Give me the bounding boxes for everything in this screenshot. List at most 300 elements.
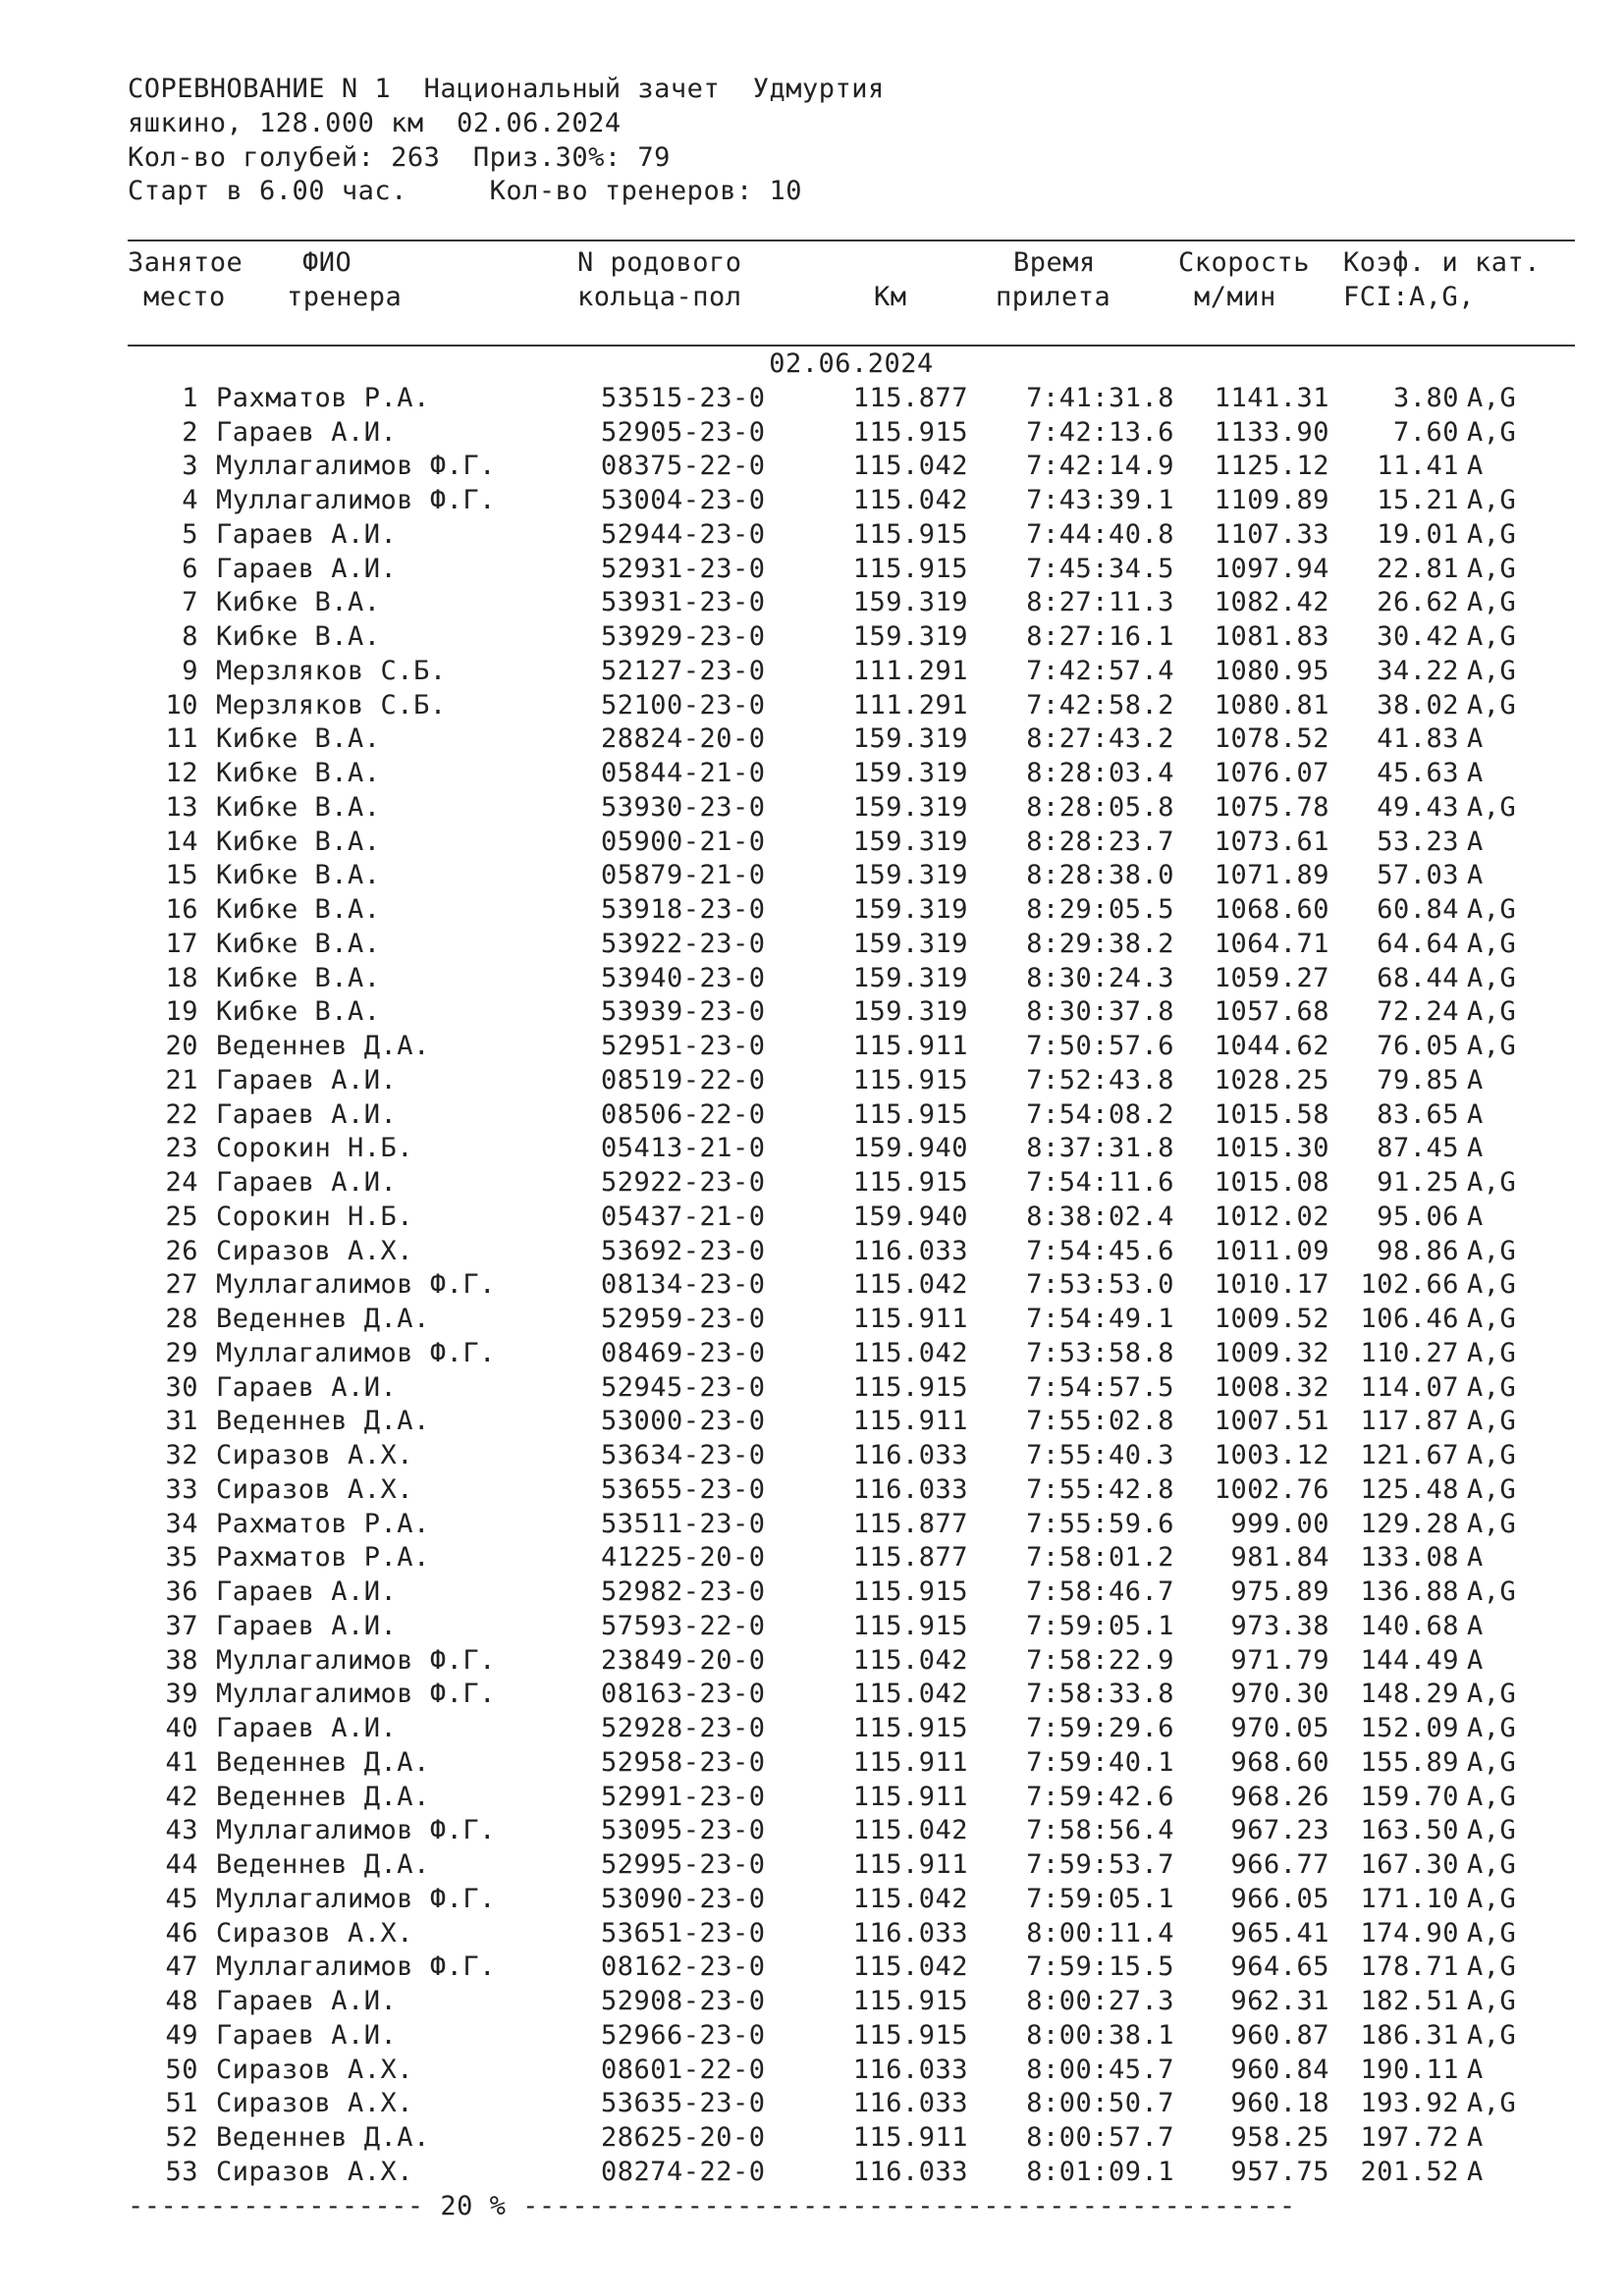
cell-trainer-name: Гараев А.И. (216, 1371, 398, 1403)
cell-arrival-time: 7:59:05.1 (1026, 1610, 1174, 1641)
cell-category: A (1467, 723, 1484, 755)
cell-speed: 1075.78 (1214, 791, 1329, 823)
cell-arrival-time: 8:30:37.8 (1026, 996, 1174, 1028)
cell-distance: 116.033 (852, 2156, 968, 2187)
col-speed-header-1: Скорость (1178, 247, 1311, 278)
cell-category: A (1467, 1201, 1484, 1232)
cell-speed: 1028.25 (1214, 1064, 1329, 1095)
cell-ring-number: 53918-23-0 (601, 894, 766, 925)
cell-arrival-time: 7:50:57.6 (1026, 1031, 1174, 1061)
cell-coefficient: 26.62 (1377, 587, 1459, 618)
cell-coefficient: 49.43 (1377, 791, 1459, 823)
cell-speed: 1009.32 (1214, 1337, 1329, 1368)
prize-threshold-divider: ------------------ 20 % ----------------------------------------------- (128, 2190, 1296, 2221)
cell-arrival-time: 7:42:57.4 (1026, 655, 1174, 686)
cell-ring-number: 08519-22-0 (601, 1064, 766, 1095)
cell-ring-number: 08601-22-0 (601, 2054, 766, 2085)
cell-trainer-name: Муллагалимов Ф.Г. (216, 451, 496, 482)
cell-ring-number: 53004-23-0 (601, 485, 766, 515)
cell-ring-number: 53939-23-0 (601, 996, 766, 1028)
cell-ring-number: 52951-23-0 (601, 1031, 766, 1061)
cell-place: 49 (165, 2019, 198, 2051)
cell-place: 29 (165, 1337, 198, 1368)
cell-trainer-name: Рахматов Р.А. (216, 1508, 430, 1539)
cell-speed: 968.26 (1230, 1781, 1329, 1812)
cell-ring-number: 52982-23-0 (601, 1576, 766, 1607)
cell-coefficient: 148.29 (1360, 1679, 1459, 1710)
cell-place: 18 (165, 962, 198, 993)
cell-ring-number: 53511-23-0 (601, 1508, 766, 1539)
cell-distance: 115.915 (852, 518, 968, 550)
cell-ring-number: 53929-23-0 (601, 621, 766, 652)
cell-ring-number: 23849-20-0 (601, 1644, 766, 1676)
cell-coefficient: 102.66 (1360, 1269, 1459, 1301)
cell-ring-number: 52958-23-0 (601, 1746, 766, 1778)
col-name-header-1: ФИО (302, 247, 352, 278)
cell-trainer-name: Мерзляков С.Б. (216, 689, 447, 721)
cell-trainer-name: Веденнев Д.А. (216, 1031, 430, 1061)
cell-distance: 115.915 (852, 1986, 968, 2016)
cell-ring-number: 57593-22-0 (601, 1610, 766, 1641)
cell-ring-number: 53000-23-0 (601, 1406, 766, 1437)
cell-place: 4 (182, 485, 198, 515)
cell-ring-number: 05413-21-0 (601, 1133, 766, 1164)
header-top-rule (128, 240, 1575, 241)
cell-arrival-time: 8:38:02.4 (1026, 1201, 1174, 1232)
cell-speed: 1082.42 (1214, 587, 1329, 618)
cell-ring-number: 52995-23-0 (601, 1849, 766, 1880)
cell-ring-number: 52991-23-0 (601, 1781, 766, 1812)
cell-coefficient: 152.09 (1360, 1713, 1459, 1743)
cell-place: 42 (165, 1781, 198, 1812)
cell-trainer-name: Рахматов Р.А. (216, 382, 430, 413)
cell-arrival-time: 8:01:09.1 (1026, 2156, 1174, 2187)
cell-category: A (1467, 826, 1484, 857)
cell-coefficient: 182.51 (1360, 1986, 1459, 2016)
competition-title: СОРЕВНОВАНИЕ N 1 Национальный зачет Удмуртия (128, 74, 885, 104)
cell-distance: 159.319 (852, 621, 968, 652)
cell-category: A,G (1467, 1337, 1517, 1368)
cell-place: 45 (165, 1883, 198, 1914)
cell-category: A,G (1467, 1269, 1517, 1301)
cell-category: A (1467, 1644, 1484, 1676)
cell-arrival-time: 7:54:11.6 (1026, 1167, 1174, 1198)
cell-category: A,G (1467, 1917, 1517, 1949)
cell-speed: 999.00 (1230, 1508, 1329, 1539)
cell-arrival-time: 7:54:49.1 (1026, 1304, 1174, 1334)
cell-ring-number: 53940-23-0 (601, 962, 766, 993)
cell-category: A,G (1467, 1473, 1517, 1505)
cell-coefficient: 167.30 (1360, 1849, 1459, 1880)
cell-distance: 159.319 (852, 791, 968, 823)
cell-trainer-name: Кибке В.А. (216, 826, 381, 857)
cell-coefficient: 190.11 (1360, 2054, 1459, 2085)
cell-ring-number: 52944-23-0 (601, 518, 766, 550)
cell-distance: 115.911 (852, 1031, 968, 1061)
cell-arrival-time: 7:45:34.5 (1026, 553, 1174, 584)
cell-place: 13 (165, 791, 198, 823)
cell-place: 22 (165, 1098, 198, 1130)
cell-coefficient: 57.03 (1377, 860, 1459, 891)
cell-coefficient: 140.68 (1360, 1610, 1459, 1641)
cell-arrival-time: 7:55:40.3 (1026, 1440, 1174, 1470)
cell-trainer-name: Гараев А.И. (216, 1098, 398, 1130)
cell-ring-number: 53922-23-0 (601, 928, 766, 959)
cell-distance: 159.319 (852, 587, 968, 618)
results-document (128, 73, 1581, 209)
cell-distance: 115.911 (852, 2122, 968, 2153)
cell-ring-number: 08375-22-0 (601, 451, 766, 482)
cell-category: A,G (1467, 416, 1517, 448)
cell-arrival-time: 7:58:22.9 (1026, 1644, 1174, 1676)
cell-place: 14 (165, 826, 198, 857)
cell-ring-number: 52100-23-0 (601, 689, 766, 721)
cell-category: A,G (1467, 382, 1517, 413)
cell-arrival-time: 7:55:42.8 (1026, 1473, 1174, 1505)
cell-coefficient: 34.22 (1377, 655, 1459, 686)
cell-place: 31 (165, 1406, 198, 1437)
cell-speed: 970.05 (1230, 1713, 1329, 1743)
cell-arrival-time: 8:28:23.7 (1026, 826, 1174, 857)
cell-speed: 1044.62 (1214, 1031, 1329, 1061)
cell-place: 27 (165, 1269, 198, 1301)
cell-category: A,G (1467, 1679, 1517, 1710)
cell-category: A (1467, 1542, 1484, 1574)
cell-speed: 1059.27 (1214, 962, 1329, 993)
col-ring-header-2: кольца-пол (577, 281, 742, 312)
cell-category: A (1467, 2122, 1484, 2153)
cell-place: 35 (165, 1542, 198, 1574)
cell-arrival-time: 7:59:29.6 (1026, 1713, 1174, 1743)
cell-speed: 1015.58 (1214, 1098, 1329, 1130)
cell-place: 3 (182, 451, 198, 482)
cell-ring-number: 52959-23-0 (601, 1304, 766, 1334)
cell-ring-number: 53090-23-0 (601, 1883, 766, 1914)
cell-arrival-time: 7:59:15.5 (1026, 1951, 1174, 1983)
cell-coefficient: 79.85 (1377, 1064, 1459, 1095)
cell-trainer-name: Муллагалимов Ф.Г. (216, 1815, 496, 1846)
cell-coefficient: 133.08 (1360, 1542, 1459, 1574)
cell-category: A,G (1467, 1371, 1517, 1403)
cell-arrival-time: 8:00:57.7 (1026, 2122, 1174, 2153)
cell-speed: 1008.32 (1214, 1371, 1329, 1403)
cell-coefficient: 15.21 (1377, 485, 1459, 515)
cell-category: A,G (1467, 1235, 1517, 1266)
cell-arrival-time: 8:00:45.7 (1026, 2054, 1174, 2085)
cell-speed: 1107.33 (1214, 518, 1329, 550)
cell-coefficient: 186.31 (1360, 2019, 1459, 2051)
cell-arrival-time: 8:27:11.3 (1026, 587, 1174, 618)
cell-place: 11 (165, 723, 198, 755)
cell-coefficient: 121.67 (1360, 1440, 1459, 1470)
cell-category: A,G (1467, 1883, 1517, 1914)
cell-trainer-name: Рахматов Р.А. (216, 1542, 430, 1574)
cell-ring-number: 05879-21-0 (601, 860, 766, 891)
cell-arrival-time: 8:00:50.7 (1026, 2088, 1174, 2119)
cell-category: A,G (1467, 1508, 1517, 1539)
cell-arrival-time: 7:53:53.0 (1026, 1269, 1174, 1301)
cell-ring-number: 08162-23-0 (601, 1951, 766, 1983)
cell-coefficient: 197.72 (1360, 2122, 1459, 2153)
cell-trainer-name: Веденнев Д.А. (216, 1304, 430, 1334)
cell-category: A,G (1467, 1713, 1517, 1743)
cell-distance: 115.042 (852, 1883, 968, 1914)
cell-trainer-name: Веденнев Д.А. (216, 1746, 430, 1778)
col-place-header-1: Занятое (128, 247, 244, 278)
cell-coefficient: 178.71 (1360, 1951, 1459, 1983)
cell-ring-number: 52945-23-0 (601, 1371, 766, 1403)
cell-speed: 1057.68 (1214, 996, 1329, 1028)
cell-speed: 973.38 (1230, 1610, 1329, 1641)
cell-ring-number: 41225-20-0 (601, 1542, 766, 1574)
cell-coefficient: 30.42 (1377, 621, 1459, 652)
cell-distance: 115.042 (852, 1815, 968, 1846)
cell-ring-number: 53635-23-0 (601, 2088, 766, 2119)
cell-category: A,G (1467, 1781, 1517, 1812)
cell-trainer-name: Гараев А.И. (216, 1610, 398, 1641)
header-bottom-rule (128, 345, 1575, 347)
cell-coefficient: 117.87 (1360, 1406, 1459, 1437)
cell-trainer-name: Кибке В.А. (216, 962, 381, 993)
cell-place: 7 (182, 587, 198, 618)
cell-distance: 115.042 (852, 1951, 968, 1983)
cell-distance: 115.042 (852, 451, 968, 482)
cell-arrival-time: 7:55:02.8 (1026, 1406, 1174, 1437)
cell-distance: 115.877 (852, 1508, 968, 1539)
cell-speed: 966.05 (1230, 1883, 1329, 1914)
cell-arrival-time: 8:28:03.4 (1026, 758, 1174, 788)
cell-distance: 159.319 (852, 723, 968, 755)
cell-category: A,G (1467, 791, 1517, 823)
cell-category: A,G (1467, 655, 1517, 686)
cell-distance: 159.319 (852, 826, 968, 857)
cell-coefficient: 201.52 (1360, 2156, 1459, 2187)
cell-place: 20 (165, 1031, 198, 1061)
cell-trainer-name: Сорокин Н.Б. (216, 1133, 414, 1164)
cell-arrival-time: 8:28:38.0 (1026, 860, 1174, 891)
cell-coefficient: 174.90 (1360, 1917, 1459, 1949)
cell-place: 26 (165, 1235, 198, 1266)
cell-place: 33 (165, 1473, 198, 1505)
cell-ring-number: 53931-23-0 (601, 587, 766, 618)
cell-speed: 966.77 (1230, 1849, 1329, 1880)
cell-arrival-time: 7:55:59.6 (1026, 1508, 1174, 1539)
cell-coefficient: 171.10 (1360, 1883, 1459, 1914)
cell-ring-number: 52908-23-0 (601, 1986, 766, 2016)
cell-distance: 115.915 (852, 1713, 968, 1743)
cell-category: A,G (1467, 1304, 1517, 1334)
cell-distance: 115.915 (852, 1610, 968, 1641)
cell-ring-number: 52922-23-0 (601, 1167, 766, 1198)
cell-distance: 115.915 (852, 1576, 968, 1607)
cell-distance: 115.877 (852, 1542, 968, 1574)
cell-speed: 1078.52 (1214, 723, 1329, 755)
cell-category: A,G (1467, 553, 1517, 584)
cell-trainer-name: Сиразов А.Х. (216, 2054, 414, 2085)
cell-coefficient: 163.50 (1360, 1815, 1459, 1846)
cell-ring-number: 53515-23-0 (601, 382, 766, 413)
cell-arrival-time: 7:59:42.6 (1026, 1781, 1174, 1812)
cell-category: A (1467, 2156, 1484, 2187)
cell-speed: 1080.81 (1214, 689, 1329, 721)
cell-speed: 960.18 (1230, 2088, 1329, 2119)
cell-ring-number: 53930-23-0 (601, 791, 766, 823)
cell-coefficient: 110.27 (1360, 1337, 1459, 1368)
cell-category: A,G (1467, 996, 1517, 1028)
cell-place: 50 (165, 2054, 198, 2085)
cell-distance: 159.319 (852, 928, 968, 959)
cell-ring-number: 53634-23-0 (601, 1440, 766, 1470)
cell-category: A,G (1467, 894, 1517, 925)
cell-ring-number: 08163-23-0 (601, 1679, 766, 1710)
cell-category: A,G (1467, 1986, 1517, 2016)
cell-ring-number: 05900-21-0 (601, 826, 766, 857)
cell-speed: 1076.07 (1214, 758, 1329, 788)
cell-speed: 971.79 (1230, 1644, 1329, 1676)
cell-place: 16 (165, 894, 198, 925)
col-name-header-2: тренера (287, 281, 403, 312)
cell-ring-number: 52931-23-0 (601, 553, 766, 584)
cell-arrival-time: 7:42:13.6 (1026, 416, 1174, 448)
cell-coefficient: 83.65 (1377, 1098, 1459, 1130)
cell-place: 52 (165, 2122, 198, 2153)
race-date-label: 02.06.2024 (769, 348, 934, 379)
cell-distance: 115.042 (852, 1337, 968, 1368)
cell-distance: 115.042 (852, 1679, 968, 1710)
cell-arrival-time: 7:58:01.2 (1026, 1542, 1174, 1574)
cell-arrival-time: 8:28:05.8 (1026, 791, 1174, 823)
cell-speed: 1081.83 (1214, 621, 1329, 652)
cell-place: 23 (165, 1133, 198, 1164)
cell-coefficient: 38.02 (1377, 689, 1459, 721)
cell-speed: 1003.12 (1214, 1440, 1329, 1470)
cell-distance: 159.319 (852, 996, 968, 1028)
cell-speed: 1109.89 (1214, 485, 1329, 515)
cell-speed: 1011.09 (1214, 1235, 1329, 1266)
cell-coefficient: 19.01 (1377, 518, 1459, 550)
cell-ring-number: 53692-23-0 (601, 1235, 766, 1266)
cell-coefficient: 7.60 (1392, 416, 1459, 448)
cell-arrival-time: 8:30:24.3 (1026, 962, 1174, 993)
cell-coefficient: 68.44 (1377, 962, 1459, 993)
cell-coefficient: 114.07 (1360, 1371, 1459, 1403)
cell-trainer-name: Кибке В.А. (216, 791, 381, 823)
cell-arrival-time: 7:44:40.8 (1026, 518, 1174, 550)
cell-trainer-name: Муллагалимов Ф.Г. (216, 1679, 496, 1710)
cell-distance: 115.911 (852, 1304, 968, 1334)
cell-distance: 115.911 (852, 1781, 968, 1812)
cell-distance: 115.877 (852, 382, 968, 413)
cell-category: A,G (1467, 1849, 1517, 1880)
cell-ring-number: 08134-23-0 (601, 1269, 766, 1301)
cell-place: 39 (165, 1679, 198, 1710)
cell-distance: 159.319 (852, 894, 968, 925)
cell-coefficient: 53.23 (1377, 826, 1459, 857)
cell-arrival-time: 8:37:31.8 (1026, 1133, 1174, 1164)
col-ring-header-1: N родового (577, 247, 742, 278)
cell-ring-number: 52127-23-0 (601, 655, 766, 686)
cell-speed: 1010.17 (1214, 1269, 1329, 1301)
cell-distance: 159.319 (852, 962, 968, 993)
cell-speed: 965.41 (1230, 1917, 1329, 1949)
cell-category: A,G (1467, 1746, 1517, 1778)
cell-distance: 115.911 (852, 1406, 968, 1437)
cell-trainer-name: Гараев А.И. (216, 1167, 398, 1198)
cell-trainer-name: Муллагалимов Ф.Г. (216, 1951, 496, 1983)
cell-category: A,G (1467, 2088, 1517, 2119)
cell-trainer-name: Гараев А.И. (216, 518, 398, 550)
cell-speed: 1071.89 (1214, 860, 1329, 891)
cell-arrival-time: 7:59:53.7 (1026, 1849, 1174, 1880)
start-time-line: Старт в 6.00 час. Кол-во тренеров: 10 (128, 176, 802, 207)
cell-ring-number: 52905-23-0 (601, 416, 766, 448)
cell-place: 6 (182, 553, 198, 584)
cell-category: A,G (1467, 621, 1517, 652)
cell-coefficient: 64.64 (1377, 928, 1459, 959)
cell-arrival-time: 8:29:38.2 (1026, 928, 1174, 959)
col-km-header: Км (874, 281, 907, 312)
cell-coefficient: 125.48 (1360, 1473, 1459, 1505)
cell-coefficient: 87.45 (1377, 1133, 1459, 1164)
cell-category: A (1467, 1610, 1484, 1641)
cell-place: 19 (165, 996, 198, 1028)
cell-trainer-name: Гараев А.И. (216, 416, 398, 448)
cell-trainer-name: Сорокин Н.Б. (216, 1201, 414, 1232)
cell-place: 9 (182, 655, 198, 686)
cell-category: A,G (1467, 1440, 1517, 1470)
cell-distance: 111.291 (852, 689, 968, 721)
cell-trainer-name: Кибке В.А. (216, 894, 381, 925)
cell-trainer-name: Веденнев Д.А. (216, 1849, 430, 1880)
cell-place: 47 (165, 1951, 198, 1983)
cell-coefficient: 91.25 (1377, 1167, 1459, 1198)
cell-speed: 1012.02 (1214, 1201, 1329, 1232)
cell-trainer-name: Кибке В.А. (216, 996, 381, 1028)
cell-arrival-time: 7:59:40.1 (1026, 1746, 1174, 1778)
cell-coefficient: 159.70 (1360, 1781, 1459, 1812)
cell-speed: 964.65 (1230, 1951, 1329, 1983)
cell-trainer-name: Муллагалимов Ф.Г. (216, 485, 496, 515)
cell-arrival-time: 7:42:58.2 (1026, 689, 1174, 721)
cell-distance: 115.042 (852, 1269, 968, 1301)
cell-place: 10 (165, 689, 198, 721)
cell-distance: 115.915 (852, 1167, 968, 1198)
cell-distance: 115.915 (852, 416, 968, 448)
col-coef-header-1: Коэф. и кат. (1343, 247, 1542, 278)
cell-coefficient: 76.05 (1377, 1031, 1459, 1061)
cell-trainer-name: Гараев А.И. (216, 1986, 398, 2016)
col-coef-header-2: FCI:A,G, (1343, 281, 1476, 312)
cell-trainer-name: Веденнев Д.А. (216, 1406, 430, 1437)
cell-arrival-time: 7:58:46.7 (1026, 1576, 1174, 1607)
cell-place: 15 (165, 860, 198, 891)
cell-speed: 1073.61 (1214, 826, 1329, 857)
cell-distance: 159.940 (852, 1133, 968, 1164)
cell-ring-number: 08469-23-0 (601, 1337, 766, 1368)
cell-arrival-time: 8:27:43.2 (1026, 723, 1174, 755)
cell-trainer-name: Сиразов А.Х. (216, 1440, 414, 1470)
cell-trainer-name: Гараев А.И. (216, 1064, 398, 1095)
cell-place: 36 (165, 1576, 198, 1607)
cell-arrival-time: 7:53:58.8 (1026, 1337, 1174, 1368)
cell-ring-number: 53651-23-0 (601, 1917, 766, 1949)
cell-coefficient: 22.81 (1377, 553, 1459, 584)
cell-category: A,G (1467, 518, 1517, 550)
cell-category: A,G (1467, 1406, 1517, 1437)
cell-coefficient: 11.41 (1377, 451, 1459, 482)
cell-distance: 116.033 (852, 1917, 968, 1949)
cell-place: 38 (165, 1644, 198, 1676)
